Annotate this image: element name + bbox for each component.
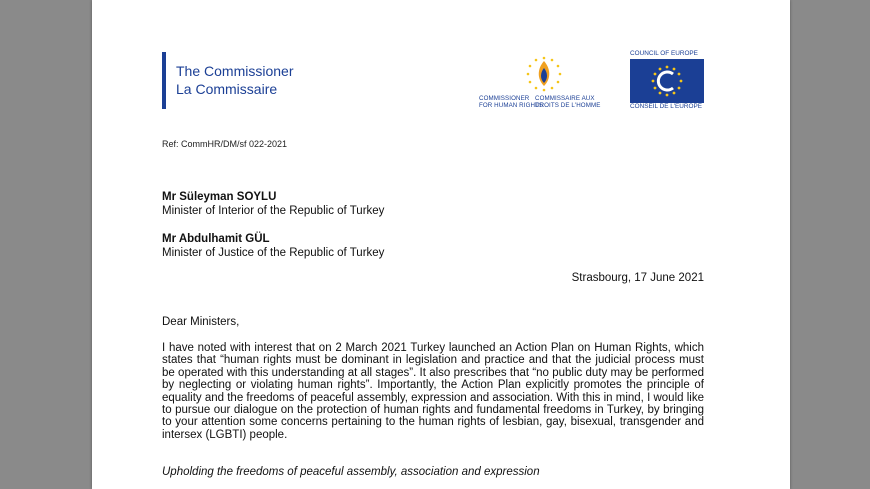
commissioner-brand	[162, 52, 293, 109]
flame-stars-icon	[524, 55, 564, 93]
commissioner-title-fr: La Commissaire	[176, 81, 278, 97]
chr-logo-en-line2: FOR HUMAN RIGHTS	[479, 102, 544, 109]
recipient-title: Minister of Justice of the Republic of Turkey	[162, 247, 385, 259]
body-paragraph: I have noted with interest that on 2 March 2021 Turkey launched an Action Plan on Human Rights, which states that “human rights must be dominant in legislation and practice and that the judicial process must be operated with this understanding at all stages”. It also prescribes that “no public duty may be performed by neglecting or violating human rights”. Importantly, the Action Plan explicitly promotes the principle of equality and the freedoms of peaceful assembly, expression and association. With this in mind, I would like to pursue our dialogue on the protection of human rights and fundamental freedoms in Turkey, by bringing to your attention some concerns pertaining to the human rights of lesbian, gay, bisexual, transgender and intersex (LGBTI) people.	[162, 342, 704, 441]
chr-logo-fr-line1: COMMISSAIRE AUX	[535, 95, 595, 102]
commissioner-logo	[479, 55, 619, 111]
salutation: Dear Ministers,	[162, 316, 240, 328]
coe-label-en: COUNCIL OF EUROPE	[630, 50, 698, 57]
reference-number: Ref: CommHR/DM/sf 022-2021	[162, 139, 288, 149]
council-of-europe-logo	[630, 50, 706, 110]
chr-logo-fr-line2: DROITS DE L'HOMME	[535, 102, 601, 109]
recipient-title: Minister of Interior of the Republic of Turkey	[162, 205, 385, 217]
recipient-name: Mr Süleyman SOYLU	[162, 191, 277, 203]
recipient-block	[162, 190, 384, 218]
section-heading: Upholding the freedoms of peaceful assembly, association and expression	[162, 466, 540, 478]
coe-emblem-icon	[630, 59, 704, 103]
recipient-block	[162, 232, 384, 260]
chr-logo-en-line1: COMMISSIONER	[479, 95, 530, 102]
place-date: Strasbourg, 17 June 2021	[571, 272, 704, 284]
commissioner-title-en: The Commissioner	[176, 63, 294, 79]
coe-label-fr: CONSEIL DE L'EUROPE	[630, 103, 703, 110]
coe-flag	[630, 59, 704, 103]
document-page	[92, 0, 790, 489]
recipient-name: Mr Abdulhamit GÜL	[162, 233, 270, 245]
